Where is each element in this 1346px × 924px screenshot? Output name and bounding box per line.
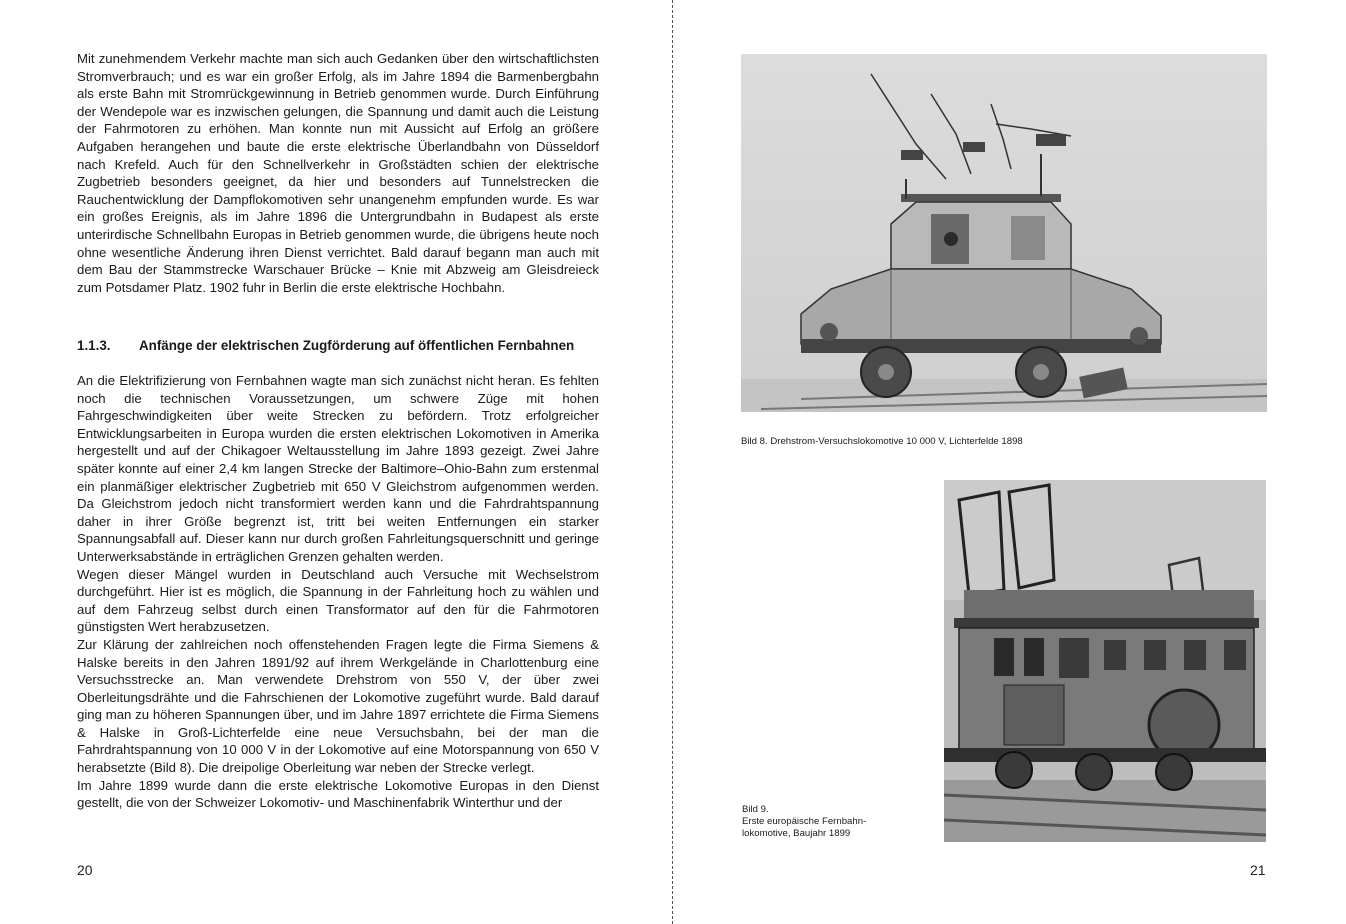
caption-line: lokomotive, Baujahr 1899 (742, 828, 851, 839)
text-column-top (77, 50, 599, 296)
caption-label: Bild 9. (742, 804, 769, 815)
paragraph: Mit zunehmendem Verkehr machte man sich auch Gedanken über den wirtschaftlichsten Stromverbrauch; und es war ein großer Erfolg, als im Jahre 1894 die Barmenbergbahn als erste Bahn mit Stromrückgewinnung in Betrieb genommen wurde. Durch Einführung der Wendepole war es inzwischen gelungen, die Spannung und damit auch die Leistung der Fahrmotoren zu erhöhen. Man konnte nun mit Aussicht auf Erfolg an größere Aufgaben herangehen und baute die erste elektrische Überlandbahn von Düsseldorf nach Krefeld. Auch für den Schnellverkehr in Großstädten schien der elektrische Zugbetrieb besonders geeignet, da hier und besonders auf Tunnelstrecken die Rauchentwicklung der Dampflokomotiven sehr unangenehm empfunden wurde. Es war ein großes Ereignis, als im Jahre 1896 die Untergrundbahn in Budapest als erste unterirdische Schnellbahn Europas in Betrieb genommen wurde, die übrigens heute noch ohne wesentliche Änderung ihren Dienst verrichtet. Bald darauf begann man auch mit dem Bau der Stammstrecke Warschauer Brücke – Knie mit Abzweig am Gleisdreieck zum Potsdamer Platz. 1902 fuhr in Berlin die erste elektrische Hochbahn. (77, 51, 599, 295)
paragraph: Zur Klärung der zahlreichen noch offenstehenden Fragen legte die Firma Siemens & Halske bereits in den Jahren 1891/92 auf ihrem Werkgelände in Charlottenburg eine Versuchsstrecke an. Man verwendete Drehstrom von 550 V, der über zwei Oberleitungsdrähte und die Fahrschienen der Lokomotive zugeführt wurde. Bald darauf ging man zu höheren Spannungen über, und im Jahre 1897 errichtete die Firma Siemens & Halske in Groß-Lichterfelde eine neue Versuchsbahn, bei der man die Fahrdrahtspannung von 10 000 V in der Lokomotive auf eine Motorspannung von 650 V herabsetzte (Bild 8). Die dreipolige Oberleitung war neben der Strecke verlegt. (77, 636, 599, 776)
caption-line: Erste europäische Fernbahn- (742, 816, 867, 827)
section-heading (77, 338, 599, 353)
section-title: Anfänge der elektrischen Zugförderung auf öffentlichen Fernbahnen (139, 338, 575, 353)
locomotive-photo-2 (944, 480, 1266, 842)
page-number: 20 (77, 862, 93, 878)
left-page (0, 0, 672, 924)
paragraph: Im Jahre 1899 wurde dann die erste elektrische Lokomotive Europas in den Dienst gestellt, die von der Schweizer Lokomotiv- und Maschinenfabrik Winterthur und der (77, 777, 599, 811)
page-divider (672, 0, 673, 924)
locomotive-photo-1 (741, 54, 1267, 412)
paragraph: An die Elektrifizierung von Fernbahnen wagte man sich zunächst nicht heran. Es fehlten noch die technischen Voraussetzungen, um schwere Züge mit hohen Fahrgeschwindigkeiten über weite Strecken zu befördern. Trotz erfolgreicher Entwicklungsarbeiten in Europa wurden die ersten elektrischen Lokomotiven in Amerika hergestellt und auf der Chikagoer Weltausstellung im Jahre 1893 gezeigt. Zwei Jahre später konnte auf einer 2,4 km langen Strecke der Baltimore–Ohio-Bahn zum erstenmal ein planmäßiger elektrischer Zugbetrieb mit 650 V Gleichstrom aufgenommen werden. Da Gleichstrom jedoch nicht transformiert werden kann und die Fahrdrahtspannung daher in ihrer Größe begrenzt ist, tritt bei weiten Entfernungen ein starker Spannungsabfall auf. Dieser kann nur durch großen Fahrleitungsquerschnitt und geringe Unterwerksabstände in erträglichen Grenzen gehalten werden. (77, 373, 599, 564)
page-number: 21 (1250, 862, 1266, 878)
figure-caption-1: Bild 8. Drehstrom-Versuchslokomotive 10 000 V, Lichterfelde 1898 (741, 436, 1023, 447)
section-number: 1.1.3. (77, 338, 111, 353)
text-column-bottom (77, 372, 599, 812)
paragraph: Wegen dieser Mängel wurden in Deutschland auch Versuche mit Wechselstrom durchgeführt. Hier ist es möglich, die Spannung in der Fahrleitung hoch zu wählen und auf dem Fahrzeug selbst durch einen Transformator auf den für die Fahrmotoren günstigsten Wert herabzusetzen. (77, 566, 599, 635)
figure-caption-2 (742, 804, 932, 840)
